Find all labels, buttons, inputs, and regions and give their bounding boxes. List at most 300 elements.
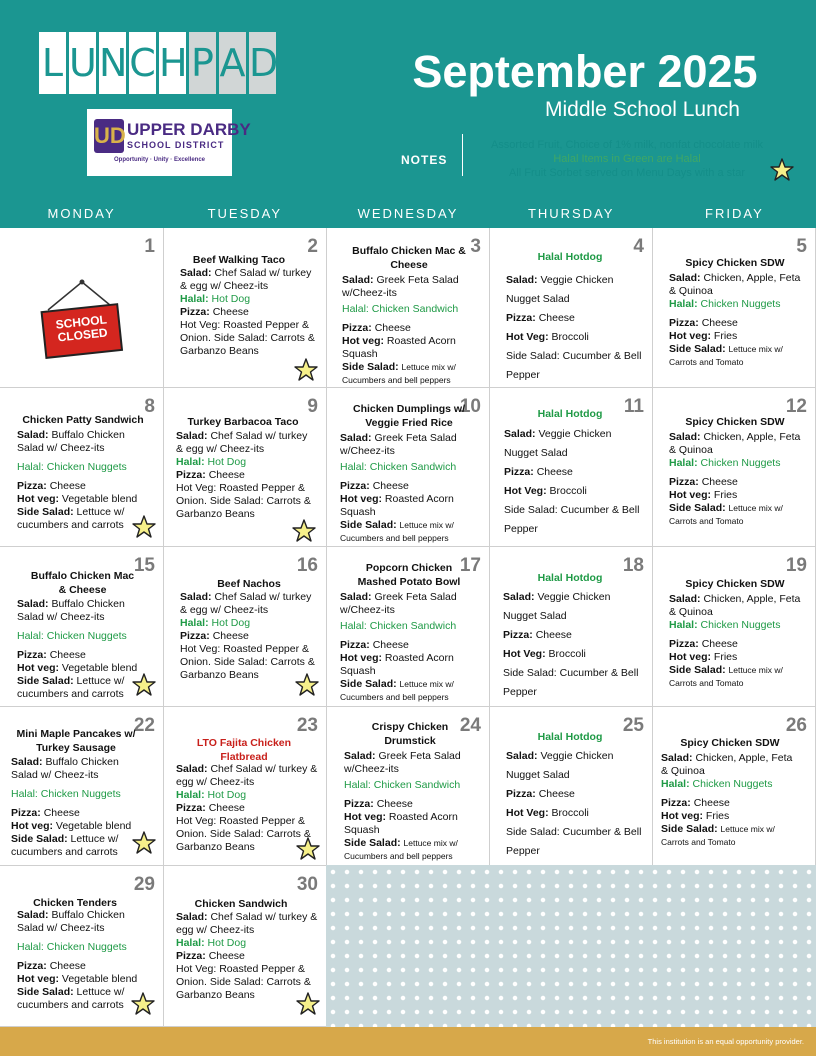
salad-label: Salad:	[503, 591, 535, 603]
halal-label: Halal:	[344, 779, 371, 791]
pizza-label: Pizza:	[180, 306, 210, 318]
hot-veg-label: Hot Veg:	[503, 648, 546, 660]
menu-details	[342, 274, 486, 387]
day-cell	[327, 707, 490, 866]
pizza-label: Pizza:	[506, 312, 536, 324]
meal-title: Chicken Tenders	[33, 897, 117, 909]
logo-letter: A	[219, 32, 246, 94]
logo-letter: L	[39, 32, 66, 94]
meal-title: Mini Maple Pancakes w/ Turkey Sausage	[16, 728, 136, 754]
pizza-value: Cheese	[538, 788, 575, 800]
day-number: 8	[144, 396, 155, 417]
side-salad-value: Lettuce w/ cucumbers and carrots	[17, 675, 125, 700]
district-motto: Opportunity · Unity · Excellence	[113, 157, 205, 163]
star-icon	[296, 992, 320, 1016]
halal-value: Chicken Nuggets	[40, 788, 121, 800]
salad-value: Greek Feta Salad w/Cheez-its	[340, 432, 457, 457]
salad-label: Salad:	[11, 756, 43, 768]
day-cell	[0, 388, 164, 547]
menu-details	[340, 432, 486, 545]
pizza-label: Pizza:	[17, 960, 47, 972]
salad-value: Chef Salad w/ turkey & egg w/ Cheez-its	[180, 591, 312, 616]
salad-value: Veggie Chicken Nugget Salad	[506, 750, 614, 781]
salad-value: Chef Salad w/ turkey & egg w/ Cheez-its	[176, 763, 318, 788]
day-number: 30	[296, 874, 318, 895]
halal-value: Chicken Nuggets	[46, 630, 127, 642]
weekday-header	[0, 200, 816, 228]
menu-details	[11, 756, 141, 859]
meal-title: Chicken Dumplings w/ Veggie Fried Rice	[352, 403, 465, 429]
meal-title: Turkey Barbacoa Taco	[187, 416, 299, 428]
hot-veg-value: Broccoli	[549, 485, 587, 497]
day-cell	[0, 707, 164, 866]
day-number: 5	[796, 236, 807, 257]
meal-title: Halal Hotdog	[537, 251, 603, 263]
salad-label: Salad:	[180, 591, 212, 603]
side-salad-label: Side Salad:	[340, 519, 397, 531]
day-cell	[164, 547, 327, 707]
notes-divider	[462, 134, 463, 176]
day-number: 1	[144, 236, 155, 257]
halal-label: Halal:	[342, 303, 369, 315]
salad-value: Chicken, Apple, Feta & Quinoa	[669, 272, 801, 297]
notes-line: Halal Items in Green are Halal	[553, 153, 701, 165]
halal-label: Halal:	[180, 617, 209, 629]
salad-value: Chicken, Apple, Feta & Quinoa	[669, 431, 801, 456]
side-salad-value: Lettuce w/ cucumbers and carrots	[11, 833, 119, 858]
side-salad-label: Side Salad:	[11, 833, 68, 845]
halal-label: Halal:	[669, 457, 698, 469]
hot-veg-value: Fries	[713, 651, 738, 663]
halal-value: Chicken Sandwich	[369, 461, 457, 473]
salad-value: Veggie Chicken Nugget Salad	[504, 428, 612, 459]
side-salad-value: Side Salad: Cucumber & Bell Pepper	[504, 504, 640, 535]
page-subtitle: Middle School Lunch	[545, 98, 740, 121]
day-number: 12	[785, 396, 807, 417]
day-cell	[0, 228, 164, 388]
hot-veg-value: Hot Veg: Roasted Pepper & Onion. Side Salad: Carrots & Garbanzo Beans	[176, 815, 311, 853]
day-cell	[327, 388, 490, 547]
day-number: 3	[470, 236, 481, 257]
pizza-label: Pizza:	[503, 629, 533, 641]
menu-details	[669, 593, 809, 690]
day-cell	[490, 547, 653, 707]
salad-label: Salad:	[661, 752, 693, 764]
hot-veg-value: Hot Veg: Roasted Pepper & Onion. Side Salad: Carrots & Garbanzo Beans	[180, 319, 315, 357]
weekday-label: FRIDAY	[705, 206, 764, 221]
salad-label: Salad:	[340, 432, 372, 444]
halal-value: Hot Dog	[207, 789, 247, 801]
hot-veg-label: Hot veg:	[17, 662, 59, 674]
salad-label: Salad:	[340, 591, 372, 603]
salad-value: Buffalo Chicken Salad w/ Cheez-its	[17, 598, 125, 623]
meal-title: Chicken Sandwich	[194, 898, 288, 910]
day-cell	[327, 228, 490, 388]
day-number: 9	[307, 396, 318, 417]
hot-veg-value: Hot Veg: Roasted Pepper & Onion. Side Salad: Carrots & Garbanzo Beans	[180, 643, 315, 681]
pizza-label: Pizza:	[669, 317, 699, 329]
meal-title: Spicy Chicken SDW	[685, 257, 785, 269]
meal-title: Chicken Patty Sandwich	[22, 414, 144, 426]
day-cell	[490, 388, 653, 547]
day-number: 25	[622, 715, 644, 736]
pizza-label: Pizza:	[504, 466, 534, 478]
halal-label: Halal:	[17, 461, 44, 473]
meal-title: Beef Walking Taco	[192, 254, 286, 266]
meal-title: Halal Hotdog	[537, 408, 603, 420]
salad-label: Salad:	[669, 431, 701, 443]
lunchpad-logo	[39, 32, 279, 94]
hot-veg-label: Hot veg:	[17, 493, 59, 505]
side-salad-label: Side Salad:	[669, 664, 726, 676]
pizza-value: Cheese	[372, 639, 409, 651]
hot-veg-value: Fries	[705, 810, 730, 822]
menu-details	[669, 431, 809, 528]
logo-letter: D	[249, 32, 276, 94]
salad-value: Veggie Chicken Nugget Salad	[503, 591, 611, 622]
day-cell	[164, 228, 327, 388]
side-salad-value: Side Salad: Cucumber & Bell Pepper	[506, 350, 642, 381]
menu-details	[176, 430, 316, 521]
salad-label: Salad:	[17, 909, 49, 921]
pizza-label: Pizza:	[176, 802, 206, 814]
pizza-label: Pizza:	[17, 480, 47, 492]
side-salad-value: Lettuce mix w/ Carrots and Tomato	[669, 344, 783, 367]
notes-label: NOTES	[401, 153, 448, 167]
menu-details	[17, 909, 143, 1012]
hot-veg-value: Vegetable blend	[61, 662, 138, 674]
hot-veg-value: Roasted Acorn Squash	[344, 811, 458, 836]
hot-veg-label: Hot Veg:	[506, 331, 549, 343]
salad-label: Salad:	[506, 750, 538, 762]
weekday-label: THURSDAY	[527, 206, 615, 221]
hot-veg-label: Hot veg:	[669, 651, 711, 663]
halal-label: Halal:	[661, 778, 690, 790]
hot-veg-value: Hot Veg: Roasted Pepper & Onion. Side Salad: Carrots & Garbanzo Beans	[176, 963, 311, 1001]
hot-veg-label: Hot veg:	[669, 330, 711, 342]
hot-veg-label: Hot veg:	[11, 820, 53, 832]
meal-title: Beef Nachos	[217, 578, 281, 590]
notes-line: All Fruit Sorbet served on Menu Days with a star	[509, 167, 745, 179]
district-logo	[87, 109, 251, 176]
hot-veg-value: Broccoli	[548, 648, 586, 660]
day-cell	[490, 228, 653, 388]
hot-veg-value: Roasted Acorn Squash	[340, 652, 454, 677]
star-icon	[296, 837, 320, 861]
pizza-label: Pizza:	[342, 322, 372, 334]
day-number: 19	[785, 555, 807, 576]
hot-veg-label: Hot veg:	[661, 810, 703, 822]
hot-veg-label: Hot veg:	[340, 652, 382, 664]
side-salad-value: Lettuce mix w/ Carrots and Tomato	[669, 665, 783, 688]
district-sub: SCHOOL DISTRICT	[127, 140, 225, 150]
salad-label: Salad:	[17, 598, 49, 610]
halal-value: Hot Dog	[211, 617, 251, 629]
meal-title: Spicy Chicken SDW	[680, 737, 780, 749]
side-salad-value: Side Salad: Cucumber & Bell Pepper	[503, 667, 639, 698]
day-number: 10	[459, 396, 481, 417]
meal-title: LTO Fajita Chicken Flatbread	[196, 737, 292, 763]
day-cell	[653, 547, 816, 707]
pizza-value: Cheese	[376, 798, 413, 810]
empty-days-pattern	[326, 865, 816, 1027]
salad-label: Salad:	[506, 274, 538, 286]
day-number: 26	[785, 715, 807, 736]
logo-letter: N	[99, 32, 126, 94]
halal-value: Chicken Nuggets	[700, 619, 781, 631]
hot-veg-value: Vegetable blend	[55, 820, 132, 832]
pizza-label: Pizza:	[180, 630, 210, 642]
menu-details	[180, 267, 320, 358]
halal-label: Halal:	[176, 456, 205, 468]
hot-veg-value: Fries	[713, 330, 738, 342]
salad-value: Chef Salad w/ turkey & egg w/ Cheez-its	[176, 911, 318, 936]
page-title: September 2025	[412, 46, 758, 97]
halal-label: Halal:	[17, 941, 44, 953]
hot-veg-value: Hot Veg: Roasted Pepper & Onion. Side Salad: Carrots & Garbanzo Beans	[176, 482, 311, 520]
hot-veg-value: Broccoli	[551, 807, 589, 819]
day-cell	[0, 866, 164, 1027]
weekday-label: MONDAY	[47, 206, 116, 221]
halal-value: Hot Dog	[207, 456, 247, 468]
side-salad-value: Side Salad: Cucumber & Bell Pepper	[506, 826, 642, 857]
halal-value: Hot Dog	[211, 293, 251, 305]
side-salad-label: Side Salad:	[661, 823, 718, 835]
salad-label: Salad:	[504, 428, 536, 440]
halal-value: Chicken Nuggets	[700, 298, 781, 310]
pizza-label: Pizza:	[340, 639, 370, 651]
footer-text: This institution is an equal opportunity provider.	[647, 1037, 804, 1046]
menu-details	[17, 598, 143, 701]
pizza-value: Cheese	[701, 638, 738, 650]
day-cell	[653, 228, 816, 388]
menu-details	[340, 591, 486, 704]
school-closed-text: SCHOOL CLOSED	[55, 312, 109, 345]
weekday-label: WEDNESDAY	[357, 206, 459, 221]
hot-veg-value: Roasted Acorn Squash	[340, 493, 454, 518]
side-salad-value: Lettuce mix w/ Cucumbers and bell peppers	[340, 520, 454, 543]
halal-value: Hot Dog	[207, 937, 247, 949]
side-salad-value: Lettuce mix w/ Carrots and Tomato	[669, 503, 783, 526]
day-number: 22	[133, 715, 155, 736]
meal-title: Spicy Chicken SDW	[685, 416, 785, 428]
hot-veg-label: Hot veg:	[17, 973, 59, 985]
salad-value: Greek Feta Salad w/Cheez-its	[344, 750, 461, 775]
hot-veg-label: Hot veg:	[669, 489, 711, 501]
salad-value: Chicken, Apple, Feta & Quinoa	[669, 593, 801, 618]
menu-details	[669, 272, 809, 369]
hot-veg-value: Roasted Acorn Squash	[342, 335, 456, 360]
pizza-value: Cheese	[49, 480, 86, 492]
meal-title: Halal Hotdog	[537, 731, 603, 743]
district-name: UPPER DARBY	[127, 120, 251, 139]
side-salad-label: Side Salad:	[344, 837, 401, 849]
halal-label: Halal:	[340, 461, 367, 473]
logo-letter: H	[159, 32, 186, 94]
halal-label: Halal:	[176, 789, 205, 801]
day-number: 17	[459, 555, 481, 576]
side-salad-value: Lettuce mix w/ Cucumbers and bell peppers	[344, 838, 458, 861]
pizza-value: Cheese	[49, 960, 86, 972]
hot-veg-label: Hot Veg:	[504, 485, 547, 497]
hot-veg-label: Hot veg:	[342, 335, 384, 347]
pizza-label: Pizza:	[669, 476, 699, 488]
pizza-value: Cheese	[208, 469, 245, 481]
hot-veg-label: Hot Veg:	[506, 807, 549, 819]
salad-label: Salad:	[176, 430, 208, 442]
halal-value: Chicken Nuggets	[700, 457, 781, 469]
day-number: 16	[296, 555, 318, 576]
salad-label: Salad:	[342, 274, 374, 286]
halal-value: Chicken Sandwich	[373, 779, 461, 791]
halal-label: Halal:	[180, 293, 209, 305]
menu-details	[17, 429, 143, 532]
hot-veg-value: Fries	[713, 489, 738, 501]
pizza-value: Cheese	[374, 322, 411, 334]
halal-label: Halal:	[11, 788, 38, 800]
salad-value: Chef Salad w/ turkey & egg w/ Cheez-its	[180, 267, 312, 292]
hot-veg-value: Broccoli	[551, 331, 589, 343]
halal-value: Chicken Nuggets	[692, 778, 773, 790]
side-salad-value: Lettuce mix w/ Carrots and Tomato	[661, 824, 775, 847]
halal-value: Chicken Sandwich	[371, 303, 459, 315]
menu-details	[506, 747, 646, 861]
salad-value: Greek Feta Salad w/Cheez-its	[342, 274, 459, 299]
pizza-value: Cheese	[208, 802, 245, 814]
pizza-label: Pizza:	[344, 798, 374, 810]
pizza-label: Pizza:	[176, 950, 206, 962]
footer-bar	[0, 1027, 816, 1056]
meal-title: Popcorn Chicken Mashed Potato Bowl	[357, 562, 461, 588]
salad-value: Chicken, Apple, Feta & Quinoa	[661, 752, 793, 777]
day-cell	[0, 547, 164, 707]
salad-label: Salad:	[176, 911, 208, 923]
pizza-value: Cheese	[535, 629, 572, 641]
pizza-label: Pizza:	[11, 807, 41, 819]
day-cell	[653, 707, 816, 866]
halal-label: Halal:	[176, 937, 205, 949]
salad-label: Salad:	[669, 272, 701, 284]
halal-label: Halal:	[340, 620, 367, 632]
side-salad-label: Side Salad:	[669, 343, 726, 355]
logo-letter: U	[69, 32, 96, 94]
day-cell	[327, 547, 490, 707]
pizza-value: Cheese	[372, 480, 409, 492]
pizza-value: Cheese	[208, 950, 245, 962]
hot-veg-value: Vegetable blend	[61, 493, 138, 505]
salad-label: Salad:	[669, 593, 701, 605]
halal-value: Chicken Sandwich	[369, 620, 457, 632]
weekday-label: TUESDAY	[207, 206, 283, 221]
district-mark: UD	[94, 119, 124, 153]
menu-details	[506, 271, 646, 385]
salad-value: Veggie Chicken Nugget Salad	[506, 274, 614, 305]
star-icon	[132, 831, 156, 855]
day-cell	[490, 707, 653, 866]
side-salad-value: Lettuce w/ cucumbers and carrots	[17, 986, 125, 1011]
menu-details	[661, 752, 801, 849]
pizza-value: Cheese	[693, 797, 730, 809]
day-number: 24	[459, 715, 481, 736]
pizza-label: Pizza:	[506, 788, 536, 800]
hot-veg-label: Hot veg:	[340, 493, 382, 505]
star-icon	[292, 519, 316, 543]
pizza-value: Cheese	[701, 317, 738, 329]
halal-label: Halal:	[17, 630, 44, 642]
star-icon	[132, 673, 156, 697]
day-number: 2	[307, 236, 318, 257]
day-number: 29	[133, 874, 155, 895]
logo-letter: P	[189, 32, 216, 94]
star-icon	[294, 358, 318, 382]
menu-details	[180, 591, 320, 682]
side-salad-label: Side Salad:	[17, 675, 74, 687]
pizza-label: Pizza:	[17, 649, 47, 661]
day-number: 4	[633, 236, 644, 257]
pizza-value: Cheese	[536, 466, 573, 478]
side-salad-value: Lettuce mix w/ Cucumbers and bell peppers	[340, 679, 454, 702]
day-cell	[164, 866, 327, 1027]
salad-value: Buffalo Chicken Salad w/ Cheez-its	[17, 909, 125, 934]
salad-label: Salad:	[176, 763, 208, 775]
notes-line: Assorted Fruit, Choice of 1% milk, nonfat chocolate milk	[490, 139, 764, 151]
pizza-label: Pizza:	[661, 797, 691, 809]
pizza-value: Cheese	[43, 807, 80, 819]
pizza-label: Pizza:	[340, 480, 370, 492]
salad-value: Greek Feta Salad w/Cheez-its	[340, 591, 457, 616]
side-salad-label: Side Salad:	[17, 506, 74, 518]
halal-label: Halal:	[669, 298, 698, 310]
side-salad-label: Side Salad:	[340, 678, 397, 690]
day-cell	[164, 388, 327, 547]
logo-letter: C	[129, 32, 156, 94]
star-icon	[132, 515, 156, 539]
hot-veg-label: Hot veg:	[344, 811, 386, 823]
salad-value: Buffalo Chicken Salad w/ Cheez-its	[17, 429, 125, 454]
side-salad-label: Side Salad:	[342, 361, 399, 373]
day-number: 23	[296, 715, 318, 736]
salad-value: Buffalo Chicken Salad w/ Cheez-its	[11, 756, 119, 781]
menu-details	[176, 911, 318, 1002]
meal-title: Buffalo Chicken Mac & Cheese	[352, 245, 466, 271]
pizza-label: Pizza:	[669, 638, 699, 650]
salad-label: Salad:	[180, 267, 212, 279]
salad-value: Chef Salad w/ turkey & egg w/ Cheez-its	[176, 430, 308, 455]
halal-label: Halal:	[669, 619, 698, 631]
day-cell	[653, 388, 816, 547]
star-icon	[131, 992, 155, 1016]
side-salad-label: Side Salad:	[17, 986, 74, 998]
pizza-value: Cheese	[49, 649, 86, 661]
pizza-value: Cheese	[212, 306, 249, 318]
pizza-value: Cheese	[212, 630, 249, 642]
pizza-value: Cheese	[701, 476, 738, 488]
halal-value: Chicken Nuggets	[46, 941, 127, 953]
salad-label: Salad:	[344, 750, 376, 762]
menu-details	[344, 750, 486, 863]
side-salad-value: Lettuce mix w/ Cucumbers and bell peppers	[342, 362, 456, 385]
star-icon	[770, 158, 794, 182]
side-salad-label: Side Salad:	[669, 502, 726, 514]
meal-title: Crispy Chicken Drumstick	[371, 721, 449, 747]
day-number: 11	[623, 396, 644, 417]
meal-title: Halal Hotdog	[537, 572, 603, 584]
day-cell	[164, 707, 327, 866]
meal-title: Spicy Chicken SDW	[685, 578, 785, 590]
notes-text	[472, 138, 782, 180]
side-salad-value: Lettuce w/ cucumbers and carrots	[17, 506, 125, 531]
day-number: 18	[622, 555, 644, 576]
